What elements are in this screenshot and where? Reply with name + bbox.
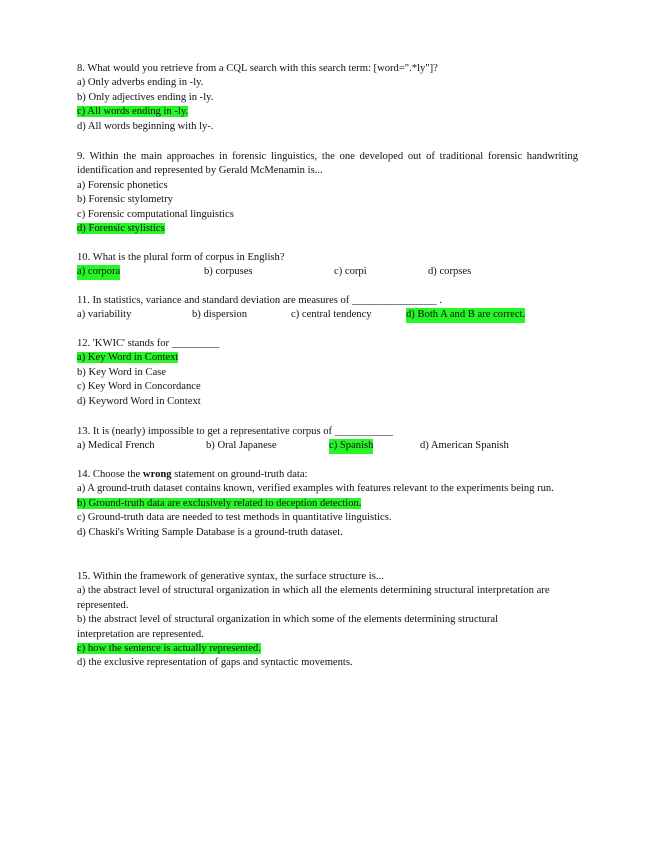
question-14-stem: 14. Choose the wrong statement on ground-truth data: xyxy=(77,469,308,480)
question-14-option-b: b) Ground-truth data are exclusively related to deception detection. xyxy=(77,497,362,509)
question-10-option-b: b) corpuses xyxy=(204,266,253,278)
question-13-options xyxy=(77,439,578,453)
question-10-option-d: d) corpses xyxy=(428,266,472,278)
question-11-option-a: a) variability xyxy=(77,309,132,321)
question-14-option-c: c) Ground-truth data are needed to test methods in quantitative linguistics. xyxy=(77,512,392,524)
question-11-stem: 11. In statistics, variance and standard deviation are measures of ________________ . xyxy=(77,295,442,306)
question-12-option-a: a) Key Word in Context xyxy=(77,352,179,364)
question-9-option-a: a) Forensic phonetics xyxy=(77,179,168,191)
question-15 xyxy=(77,570,578,671)
question-15-option-b-line1: b) the abstract level of structural organization in which some of the elements determining structural xyxy=(77,614,499,626)
question-8-option-c: c) All words ending in -ly. xyxy=(77,106,189,118)
question-15-option-d: d) the exclusive representation of gaps and syntactic movements. xyxy=(77,657,353,669)
question-9-option-d: d) Forensic stylistics xyxy=(77,223,165,235)
question-12-stem: 12. 'KWIC' stands for _________ xyxy=(77,338,220,349)
question-11-option-b: b) dispersion xyxy=(192,309,248,321)
question-9-option-c: c) Forensic computational linguistics xyxy=(77,208,234,220)
question-8-option-d: d) All words beginning with ly-. xyxy=(77,120,214,132)
question-13-stem: 13. It is (nearly) impossible to get a representative corpus of ___________ xyxy=(77,426,393,437)
question-11-option-d: d) Both A and B are correct. xyxy=(406,308,525,322)
question-9-stem: 9. Within the main approaches in forensic linguistics, the one developed out of traditional forensic handwriting identification and represented by Gerald McMenamin is... xyxy=(77,151,578,177)
question-14 xyxy=(77,468,578,540)
question-12-option-b: b) Key Word in Case xyxy=(77,366,166,378)
question-13-option-c: c) Spanish xyxy=(329,439,373,453)
question-12-option-c: c) Key Word in Concordance xyxy=(77,381,201,393)
question-8-option-b: b) Only adjectives ending in -ly. xyxy=(77,91,214,103)
question-13 xyxy=(77,425,578,454)
question-13-option-d: d) American Spanish xyxy=(420,440,509,452)
question-13-option-a: a) Medical French xyxy=(77,440,155,452)
question-10 xyxy=(77,251,578,280)
question-10-option-a: a) corpora xyxy=(77,265,120,279)
question-15-stem: 15. Within the framework of generative syntax, the surface structure is... xyxy=(77,571,384,582)
question-8-stem: 8. What would you retrieve from a CQL search with this search term: [word=".*ly"]? xyxy=(77,63,438,74)
question-8 xyxy=(77,62,578,134)
question-12-option-d: d) Keyword Word in Context xyxy=(77,395,201,407)
question-15-option-a: a) the abstract level of structural organization in which all the elements determining structural interpretation are represented. xyxy=(77,585,550,611)
question-15-option-b-line2: interpretation are represented. xyxy=(77,628,204,640)
question-14-option-a: a) A ground-truth dataset contains known, verified examples with features relevant to the experiments being run. xyxy=(77,483,554,495)
question-10-option-c: c) corpi xyxy=(334,266,367,278)
question-13-option-b: b) Oral Japanese xyxy=(206,440,277,452)
question-14-option-d: d) Chaski's Writing Sample Database is a ground-truth dataset. xyxy=(77,526,343,538)
question-11-options xyxy=(77,308,578,322)
question-14-stem-emphasis: wrong xyxy=(142,469,172,480)
question-8-option-a: a) Only adverbs ending in -ly. xyxy=(77,77,204,89)
question-10-options xyxy=(77,265,578,279)
question-12 xyxy=(77,337,578,409)
question-9-option-b: b) Forensic stylometry xyxy=(77,194,173,206)
question-11-option-c: c) central tendency xyxy=(291,309,372,321)
question-11 xyxy=(77,294,578,323)
question-15-option-c: c) how the sentence is actually represented. xyxy=(77,643,261,655)
question-9 xyxy=(77,150,578,236)
question-10-stem: 10. What is the plural form of corpus in English? xyxy=(77,252,285,263)
